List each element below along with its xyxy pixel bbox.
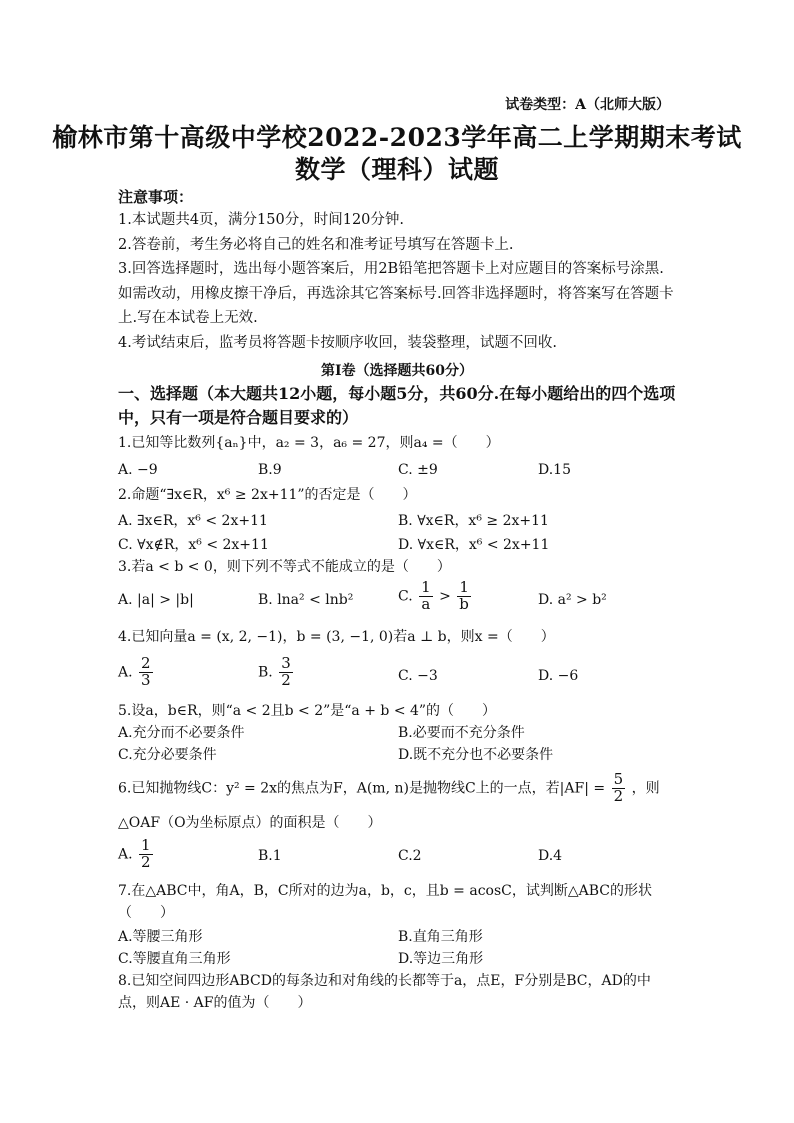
question-4-stem: 4.已知向量a = (x, 2, −1)，b = (3, −1, 0)若a ⊥ b，则x =（ ）	[118, 629, 555, 645]
q6-option-c: C.2	[398, 848, 422, 864]
paper-type-label: 试卷类型：A（北师大版）	[505, 97, 670, 113]
question-8-stem: 8.已知空间四边形ABCD的每条边和对角线的长都等于a，点E，F分别是BC，AD的中点，则AE · AF的值为（ ）	[118, 973, 651, 1011]
fraction: $\frac{3}{2}$	[281, 654, 291, 689]
volume-title: 第Ⅰ卷（选择题共60分）	[320, 363, 474, 379]
exam-title: 榆林市第十高级中学校2022-2023学年高二上学期期末考试	[52, 123, 742, 152]
q1-option-c: C. ±9	[398, 462, 438, 478]
q4-option-c: C. −3	[398, 668, 438, 684]
q4-option-b: B. $\frac{3}{2}$	[258, 654, 291, 689]
q2-option-b: B. ∀x∈R，x⁶ ≥ 2x+11	[398, 513, 549, 529]
question-5-stem: 5.设a，b∈R，则“a < 2且b < 2”是“a + b < 4”的（ ）	[118, 703, 497, 719]
section-title: 一、选择题（本大题共12小题，每小题5分，共60分.在每小题给出的四个选项中，只有一项是符合题目要求的）	[118, 384, 676, 427]
q5-option-a: A.充分而不必要条件	[118, 725, 245, 741]
q3-option-c-label: C.	[398, 588, 413, 605]
q5-option-c: C.充分必要条件	[118, 747, 217, 763]
q3-option-c: C. $\frac{1}{a}$ > $\frac{1}{b}$	[398, 578, 469, 613]
q6-option-b: B.1	[258, 848, 282, 864]
q4-option-a: A. $\frac{2}{3}$	[118, 654, 151, 689]
notice-item: 3.回答选择题时，选出每小题答案后，用2B铅笔把答题卡上对应题目的答案标号涂黑.如需改动，用橡皮擦干净后，再选涂其它答案标号.回答非选择题时，将答案写在答题卡上.写在本试卷上无效.	[118, 261, 674, 326]
exam-subtitle: 数学（理科）试题	[294, 155, 499, 184]
q2-option-d: D. ∀x∈R，x⁶ < 2x+11	[398, 537, 550, 553]
q1-option-a: A. −9	[118, 462, 158, 478]
fraction: $\frac{1}{2}$	[141, 836, 151, 871]
question-6-stem-line2: △OAF（O为坐标原点）的面积是（ ）	[118, 815, 382, 831]
notice-item: 2.答卷前，考生务必将自己的姓名和准考证号填写在答题卡上.	[118, 236, 514, 253]
q7-option-c: C.等腰直角三角形	[118, 951, 231, 967]
q7-option-a: A.等腰三角形	[118, 929, 203, 945]
q1-option-d: D.15	[538, 462, 571, 478]
q1-option-b: B.9	[258, 462, 282, 478]
q3-option-d: D. a² > b²	[538, 592, 607, 608]
q7-option-b: B.直角三角形	[398, 929, 483, 945]
q6-option-a: A. $\frac{1}{2}$	[118, 836, 151, 871]
question-3-stem: 3.若a < b < 0，则下列不等式不能成立的是（ ）	[118, 559, 451, 575]
question-2-stem: 2.命题“∃x∈R，x⁶ ≥ 2x+11”的否定是（ ）	[118, 487, 417, 503]
notice-item: 1.本试题共4页，满分150分，时间120分钟.	[118, 212, 405, 228]
question-6-stem: 6.已知抛物线C：y² = 2x的焦点为F，A(m, n)是抛物线C上的一点，若|AF| = $\frac{5}{2}$ ，则	[118, 770, 660, 805]
q5-option-b: B.必要而不充分条件	[398, 725, 525, 741]
q5-option-d: D.既不充分也不必要条件	[398, 747, 554, 763]
fraction: $\frac{5}{2}$	[613, 770, 624, 805]
q7-option-d: D.等边三角形	[398, 951, 484, 967]
q2-option-c: C. ∀x∉R，x⁶ < 2x+11	[118, 537, 269, 553]
q3-option-b: B. lna² < lnb²	[258, 592, 354, 608]
notice-item: 4.考试结束后，监考员将答题卡按顺序收回，装袋整理，试题不回收.	[118, 334, 557, 351]
q6-option-d: D.4	[538, 848, 563, 864]
q4-option-d: D. −6	[538, 668, 579, 684]
fraction: $\frac{1}{a}$	[421, 578, 431, 613]
q3-option-a: A. |a| > |b|	[118, 592, 194, 608]
notice-list	[118, 208, 678, 355]
notice-heading: 注意事项：	[118, 188, 194, 206]
question-1-stem: 1.已知等比数列{aₙ}中，a₂ = 3，a₆ = 27，则a₄ =（ ）	[118, 435, 500, 451]
fraction: $\frac{2}{3}$	[141, 654, 151, 689]
question-7-stem: 7.在△ABC中，角A，B，C所对的边为a，b，c，且b = acosC，试判断△ABC的形状（ ）	[118, 883, 652, 921]
q2-option-a: A. ∃x∈R，x⁶ < 2x+11	[118, 513, 268, 529]
fraction: $\frac{1}{b}$	[459, 578, 469, 613]
